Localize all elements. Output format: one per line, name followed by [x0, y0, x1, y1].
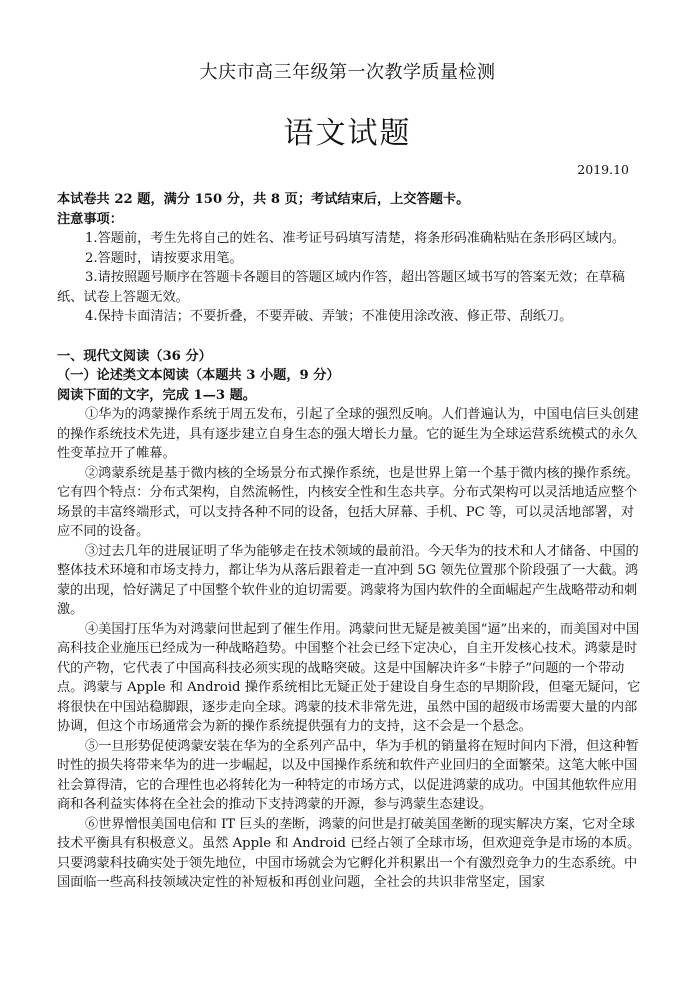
- passage-paragraph: ⑥世界憎恨美国电信和 IT 巨头的垄断，鸿蒙的问世是打破美国垄断的现实解决方案，它对全球技术平衡具有积极意义。虽然 Apple 和 Android 已经占领了全球市场，但欢迎竞争是市场的本质。只要鸿蒙科技确实处于领先地位，中国市场就会为它孵化并积累出一个有激烈竞争力的生态系统。中国面临一些高科技领域决定性的补短板和再创业问题，全社会的共识非常坚定，国家: [57, 816, 641, 890]
- notice-item: 3.请按照题号顺序在答题卡各题目的答题区域内作答，超出答题区域书写的答案无效；在草稿纸、试卷上答题无效。: [57, 270, 626, 305]
- passage-paragraph: ①华为的鸿蒙操作系统于周五发布，引起了全球的强烈反响。人们普遍认为，中国电信巨头创建的操作系统技术先进，具有逐步建立自身生态的强大增长力量。它的诞生为全球运营系统模式的永久性变革拉开了帷幕。: [57, 407, 639, 461]
- exam-date: 2019.10: [577, 162, 629, 177]
- subject-title: 语文试题: [283, 116, 412, 151]
- exam-content: [57, 190, 643, 893]
- notice-item: 2.答题时，请按要求用笔。: [85, 250, 243, 266]
- exam-summary: 本试卷共 22 题，满分 150 分，共 8 页；考试结束后，上交答题卡。: [57, 192, 470, 207]
- notice-item: 4.保持卡面清洁；不要折叠，不要弄破、弄皱；不准使用涂改液、修正带、刮纸刀。: [85, 309, 573, 324]
- passage-paragraph: ③过去几年的进展证明了华为能够走在技术领域的最前沿。今天华为的技术和人才储备、中国的整体技术环境和市场支持力，都让华为从落后跟着走一直冲到 5G 领先位置那个阶段强了一大截。鸿蒙的出现，恰好满足了中国整个软件业的迫切需要。鸿蒙将为国内软件的全面崛起产生战略带动和刺激。: [57, 543, 639, 617]
- notice-item: 1.答题前，考生先将自己的姓名、准考证号码填写清楚，将条形码准确粘贴在条形码区域内。: [85, 231, 626, 246]
- notice-block: [57, 190, 643, 327]
- section-instruction: 阅读下面的文字，完成 1—3 题。: [57, 387, 256, 403]
- section-title: 一、现代文阅读（36 分）: [57, 348, 212, 364]
- reading-section: [57, 347, 643, 893]
- passage-paragraph: ④美国打压华为对鸿蒙问世起到了催生作用。鸿蒙问世无疑是被美国“逼”出来的，而美国对中国高科技企业施压已经成为一种战略趋势。中国整个社会已经下定决心，自主开发核心技术。鸿蒙是时代的产物，它代表了中国高科技必须实现的战略突破。这是中国解决许多“卡脖子”问题的一个带动点。鸿蒙与 Apple 和 Android 操作系统相比无疑正处于建设自身生态的早期阶段，但毫无疑问，它将很快在中国站稳脚跟，逐步走向全球。鸿蒙的技术非常先进，虽然中国的超级市场需要大量的内部协调，但这个市场通常会为新的操作系统提供强有力的支持，这不会是一个悬念。: [57, 621, 641, 734]
- section-subtitle: （一）论述类文本阅读（本题共 3 小题，9 分）: [57, 368, 340, 383]
- passage-paragraph: ②鸿蒙系统是基于微内核的全场景分布式操作系统，也是世界上第一个基于微内核的操作系统。它有四个特点：分布式架构，自然流畅性，内核安全性和生态共享。分布式架构可以灵活地适应整个场景的丰富终端形式，可以支持各种不同的设备，包括大屏幕、手机、PC 等，可以灵活地部署，对应不同的设备。: [57, 465, 639, 539]
- notice-heading: 注意事项：: [57, 211, 123, 227]
- exam-title: 大庆市高三年级第一次教学质量检测: [199, 62, 496, 83]
- passage-paragraph: ⑤一旦形势促使鸿蒙安装在华为的全系列产品中，华为手机的销量将在短时间内下滑，但这种暂时性的损失将带来华为的进一步崛起，以及中国操作系统和软件产业回归的全面繁荣。这笔大帐中国社会算得清，它的合理性也必将转化为一种特定的市场方式，以促进鸿蒙的成功。中国其他软件应用商和各利益实体将在全社会的推动下支持鸿蒙的开源，参与鸿蒙生态建设。: [57, 738, 639, 812]
